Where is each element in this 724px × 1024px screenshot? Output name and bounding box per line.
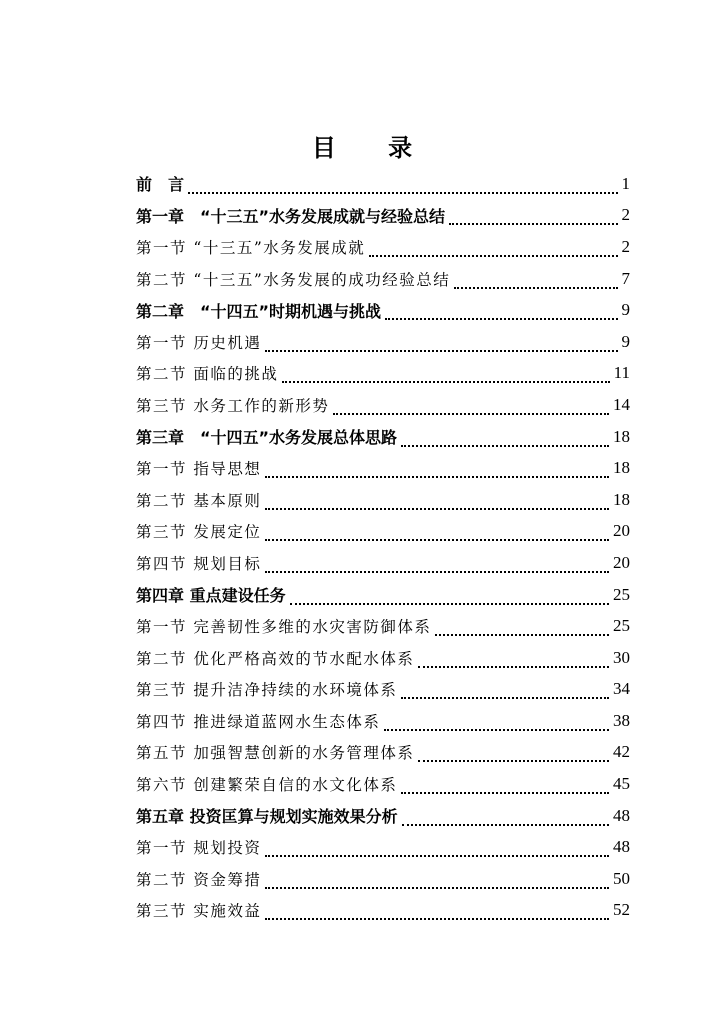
dot-leader	[265, 464, 609, 478]
toc-entry-page-number: 14	[613, 394, 630, 414]
toc-entry-page-number: 30	[613, 647, 630, 667]
toc-entry-label: 第二节 基本原则	[136, 491, 262, 510]
dot-leader	[401, 433, 609, 447]
toc-section-entry[interactable]	[136, 231, 630, 263]
toc-section-entry[interactable]	[136, 610, 630, 642]
dot-leader	[265, 843, 609, 857]
dot-leader	[369, 243, 617, 257]
dot-leader	[401, 685, 609, 699]
toc-chapter-entry[interactable]	[136, 294, 630, 326]
toc-section-entry[interactable]	[136, 452, 630, 484]
toc-entry-label: 第一节 “十三五”水务发展成就	[136, 238, 366, 257]
toc-entry-page-number: 34	[613, 679, 630, 699]
dot-leader	[282, 369, 609, 383]
toc-entry-page-number: 20	[613, 552, 630, 572]
toc-entry-page-number: 7	[621, 268, 630, 288]
dot-leader	[435, 622, 609, 636]
toc-entry-page-number: 48	[613, 837, 630, 857]
toc-entry-label: 第四章 重点建设任务	[136, 586, 286, 606]
dot-leader	[333, 401, 609, 415]
toc-section-entry[interactable]	[136, 895, 630, 927]
toc-entry-page-number: 38	[613, 710, 630, 730]
toc-entry-label: 第五章 投资匡算与规划实施效果分析	[136, 807, 398, 827]
toc-section-entry[interactable]	[136, 737, 630, 769]
toc-section-entry[interactable]	[136, 642, 630, 674]
toc-entry-page-number: 18	[613, 426, 630, 446]
toc-entry-label: 第二节 面临的挑战	[136, 365, 279, 384]
toc-entry-label: 第一节 历史机遇	[136, 333, 262, 352]
toc-entry-label: 前 言	[136, 175, 185, 195]
toc-entry-page-number: 11	[613, 363, 630, 383]
toc-section-entry[interactable]	[136, 326, 630, 358]
toc-entry-page-number: 2	[621, 236, 630, 256]
dot-leader	[454, 275, 617, 289]
dot-leader	[402, 812, 609, 826]
toc-entry-page-number: 45	[613, 774, 630, 794]
toc-section-entry[interactable]	[136, 484, 630, 516]
page-title: 目 录	[311, 134, 435, 162]
toc-entry-page-number: 2	[621, 205, 630, 225]
toc-entry-label: 第二节 优化严格高效的节水配水体系	[136, 649, 415, 668]
dot-leader	[384, 717, 609, 731]
toc-section-entry[interactable]	[136, 768, 630, 800]
toc-entry-page-number: 52	[613, 900, 630, 920]
dot-leader	[449, 211, 617, 225]
toc-entry-label: 第四节 推进绿道蓝网水生态体系	[136, 712, 381, 731]
dot-leader	[385, 306, 617, 320]
toc-section-entry[interactable]	[136, 358, 630, 390]
toc-entry-page-number: 50	[613, 868, 630, 888]
toc-chapter-entry[interactable]	[136, 200, 630, 232]
toc-entry-label: 第三节 水务工作的新形势	[136, 396, 330, 415]
toc-chapter-entry[interactable]	[136, 579, 630, 611]
toc-entry-label: 第一节 完善韧性多维的水灾害防御体系	[136, 618, 432, 637]
toc-entry-page-number: 48	[613, 805, 630, 825]
toc-entry-label: 第三章 “十四五”水务发展总体思路	[136, 428, 398, 448]
dot-leader	[265, 338, 617, 352]
toc-section-entry[interactable]	[136, 389, 630, 421]
toc-entry-page-number: 25	[613, 584, 630, 604]
toc-entry-label: 第二节 “十三五”水务发展的成功经验总结	[136, 270, 451, 289]
toc-entry-page-number: 9	[621, 300, 630, 320]
toc-chapter-entry[interactable]	[136, 800, 630, 832]
dot-leader	[265, 906, 609, 920]
dot-leader	[265, 496, 609, 510]
dot-leader	[418, 654, 609, 668]
toc-chapter-entry[interactable]	[136, 421, 630, 453]
toc-entry-label: 第六节 创建繁荣自信的水文化体系	[136, 776, 398, 795]
toc-entry-label: 第三节 提升洁净持续的水环境体系	[136, 681, 398, 700]
toc-entry-label: 第一章 “十三五”水务发展成就与经验总结	[136, 206, 446, 226]
toc-entry-page-number: 9	[621, 331, 630, 351]
toc-section-entry[interactable]	[136, 831, 630, 863]
toc-entry-label: 第二章 “十四五”时期机遇与挑战	[136, 301, 382, 321]
toc-entry-page-number: 42	[613, 742, 630, 762]
toc-section-entry[interactable]	[136, 705, 630, 737]
toc-entry-page-number: 1	[621, 173, 630, 193]
toc-section-entry[interactable]	[136, 547, 630, 579]
toc-entry-page-number: 25	[613, 616, 630, 636]
toc-section-entry[interactable]	[136, 263, 630, 295]
toc-entry-label: 第三节 实施效益	[136, 902, 262, 921]
dot-leader	[188, 180, 617, 194]
dot-leader	[265, 559, 609, 573]
toc-section-entry[interactable]	[136, 674, 630, 706]
toc-section-entry[interactable]	[136, 516, 630, 548]
dot-leader	[418, 748, 609, 762]
toc-entry-label: 第四节 规划目标	[136, 554, 262, 573]
toc-preface-entry[interactable]	[136, 168, 630, 200]
dot-leader	[401, 780, 609, 794]
toc-entry-page-number: 18	[613, 458, 630, 478]
toc-list	[136, 168, 630, 926]
toc-entry-label: 第一节 指导思想	[136, 460, 262, 479]
toc-section-entry[interactable]	[136, 863, 630, 895]
toc-entry-label: 第一节 规划投资	[136, 839, 262, 858]
dot-leader	[265, 527, 609, 541]
toc-entry-label: 第五节 加强智慧创新的水务管理体系	[136, 744, 415, 763]
toc-entry-page-number: 20	[613, 521, 630, 541]
toc-entry-label: 第三节 发展定位	[136, 523, 262, 542]
toc-entry-label: 第二节 资金筹措	[136, 870, 262, 889]
dot-leader	[265, 875, 609, 889]
toc-entry-page-number: 18	[613, 489, 630, 509]
dot-leader	[290, 591, 609, 605]
